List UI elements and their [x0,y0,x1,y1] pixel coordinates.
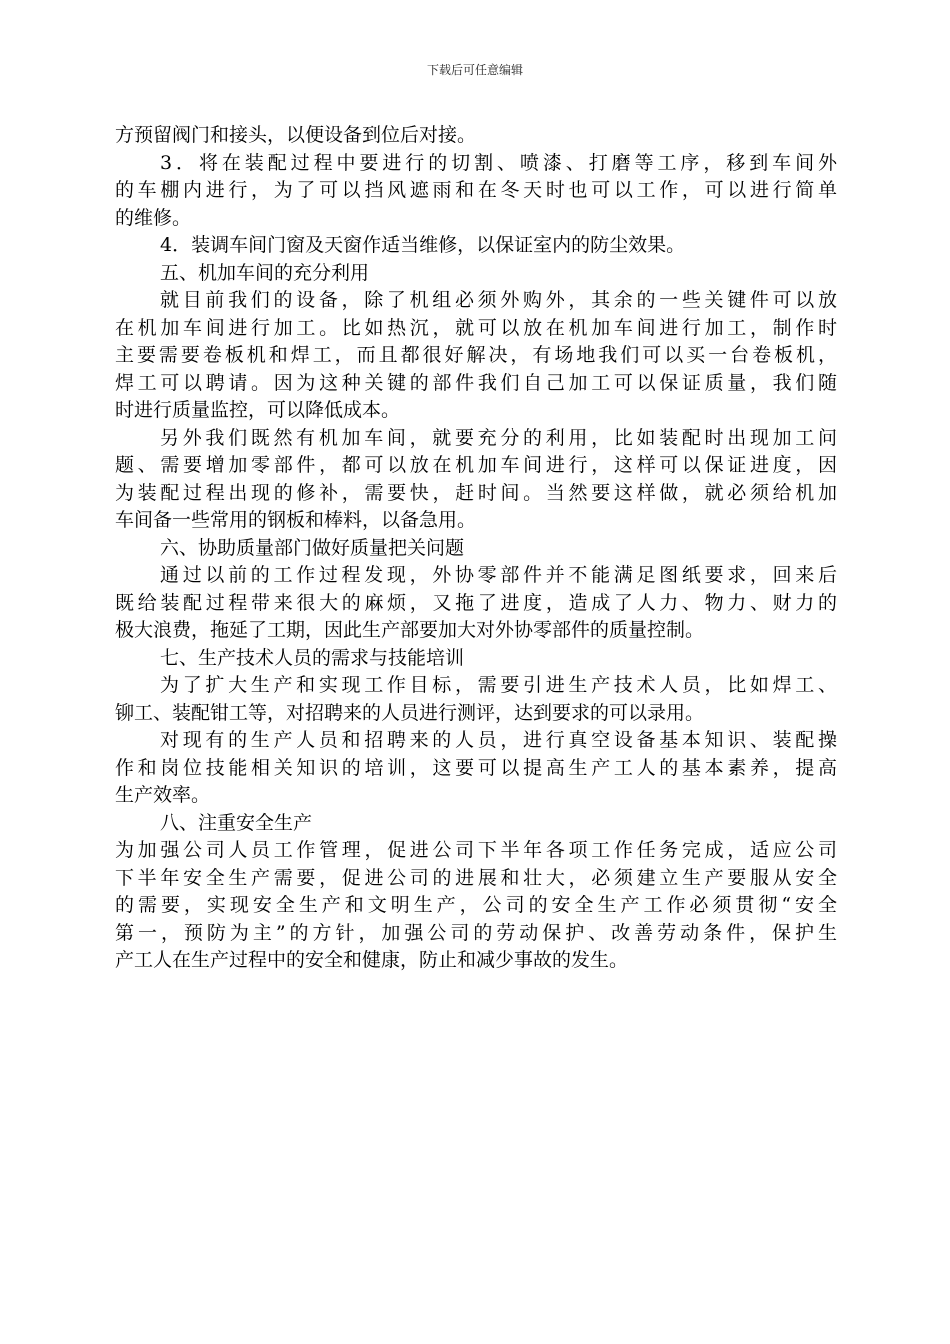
text-line: 第一，预防为主”的方针，加强公司的劳动保护、改善劳动条件，保护生 [115,921,837,944]
text-line: 七、生产技术人员的需求与技能培训 [160,646,465,669]
page-header: 下载后可任意编辑 [426,63,523,77]
document-body [115,122,837,975]
text-line: 为装配过程出现的修补，需要快，赶时间。当然要这样做，就必须给机加 [115,481,837,504]
text-line: 方预留阀门和接头，以便设备到位后对接。 [115,124,477,146]
text-line: 的车棚内进行，为了可以挡风遮雨和在冬天时也可以工作，可以进行简单 [115,179,837,201]
text-line: 铆工、装配钳工等，对招聘来的人员进行测评，达到要求的可以录用。 [115,701,705,724]
text-line: 焊工可以聘请。因为这种关键的部件我们自己加工可以保证质量，我们随 [115,371,837,394]
text-line: 时进行质量监控，可以降低成本。 [115,399,401,421]
text-line: 题、需要增加零部件，都可以放在机加车间进行，这样可以保证进度，因 [115,454,837,476]
text-line: 3．将在装配过程中要进行的切割、喷漆、打磨等工序，移到车间外 [160,151,837,174]
text-line: 另外我们既然有机加车间，就要充分的利用，比如装配时出现加工问 [160,426,837,449]
text-line: 八、注重安全生产 [160,811,313,834]
text-line: 在机加车间进行加工。比如热沉，就可以放在机加车间进行加工，制作时 [115,316,837,339]
text-line: 极大浪费，拖延了工期，因此生产部要加大对外协零部件的质量控制。 [115,619,705,641]
text-line: 为了扩大生产和实现工作目标，需要引进生产技术人员，比如焊工、 [160,674,837,696]
text-line: 为加强公司人员工作管理，促进公司下半年各项工作任务完成，适应公司 [115,839,837,861]
text-line: 五、机加车间的充分利用 [160,261,370,284]
text-line: 生产效率。 [115,784,211,806]
text-line: 的需要，实现安全生产和文明生产，公司的安全生产工作必须贯彻“安全 [115,894,837,916]
text-line: 六、协助质量部门做好质量把关问题 [160,536,465,559]
text-line: 主要需要卷板机和焊工，而且都很好解决，有场地我们可以买一台卷板机， [115,344,837,366]
text-line: 产工人在生产过程中的安全和健康，防止和减少事故的发生。 [115,949,629,971]
text-line: 4．装调车间门窗及天窗作适当维修，以保证室内的防尘效果。 [160,234,686,256]
text-line: 就目前我们的设备，除了机组必须外购外，其余的一些关键件可以放 [160,289,837,311]
text-line: 既给装配过程带来很大的麻烦，又拖了进度，造成了人力、物力、财力的 [115,591,837,614]
text-line: 对现有的生产人员和招聘来的人员，进行真空设备基本知识、装配操 [160,729,837,751]
text-line: 通过以前的工作过程发现，外协零部件并不能满足图纸要求，回来后 [160,564,837,586]
text-line: 作和岗位技能相关知识的培训，这要可以提高生产工人的基本素养，提高 [115,756,837,779]
text-line: 下半年安全生产需要，促进公司的进展和壮大，必须建立生产要服从安全 [115,866,837,889]
text-line: 车间备一些常用的钢板和棒料，以备急用。 [115,509,477,531]
text-line: 的维修。 [115,206,192,229]
